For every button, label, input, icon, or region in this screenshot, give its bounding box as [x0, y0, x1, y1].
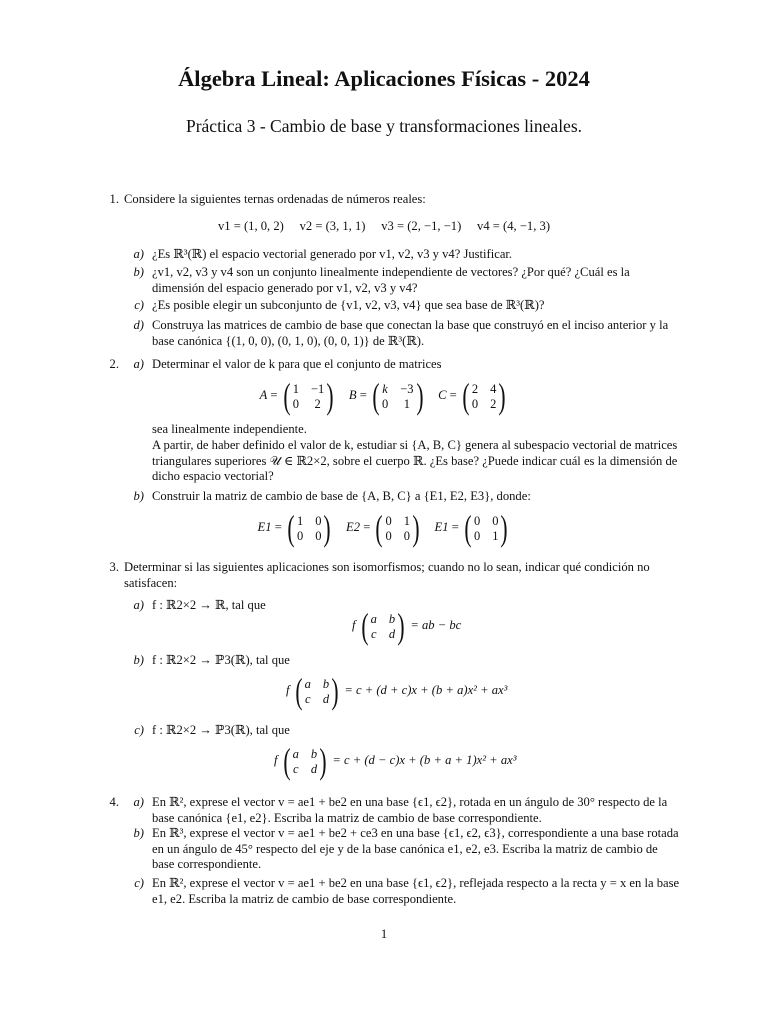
p3-a-rhs: = ab − bc — [410, 617, 462, 632]
document-subtitle: Práctica 3 - Cambio de base y transformaciones lineales. — [185, 116, 583, 136]
p1-item-a-label: a) — [133, 247, 144, 261]
p2-after-2: A partir, de haber definido el valor de k, estudiar si {A, B, C} genera al subespacio vectorial de matrices triangulares superiores 𝒰 ∈ ℝ2×2, sobre el cuerpo ℝ. ¿Es base? ¿Puede indicar cuál es la dimensión de dicho espacio vectorial? — [152, 438, 678, 483]
matrix-e2-cell: 0 — [385, 528, 392, 543]
matrices-e: E1 = ( 1 0 0 0 ) E2 = ( 0 1 0 0 ) E1 = ( 0 0 0 1 ) — [0, 510, 768, 546]
matrix-cell: c — [371, 626, 377, 641]
p4-item-c-text: En ℝ², exprese el vector v = ae1 + be2 en una base {ϵ1, ϵ2}, reflejada respecto a la recta y = x en la base e1, e2. Escriba la matriz de cambio de base correspondiente. — [152, 876, 680, 906]
matrix-c-cell: 0 — [471, 396, 479, 411]
matrix-cell: b — [310, 746, 318, 761]
matrix-e1-cell: 0 — [315, 513, 322, 528]
matrix-a-cell: −1 — [310, 381, 325, 396]
matrix-e3-cell: 0 — [473, 513, 481, 528]
p4-item-b-text: En ℝ³, exprese el vector v = ae1 + be2 + ce3 en una base {ϵ1, ϵ2, ϵ3}, correspondiente a una base rotada en un ángulo de 45° respecto del eje y de la base canónica e1, e2, e3. Escriba la matriz de cambio de base correspondiente. — [152, 826, 679, 871]
p1-item-a-text: ¿Es ℝ³(ℝ) el espacio vectorial generado por v1, v2, v3 y v4? Justificar. — [152, 247, 513, 261]
matrix-c-cell: 4 — [490, 381, 497, 396]
matrix-e1-cell: 0 — [296, 528, 304, 543]
p3-item-a-map: f : ℝ2×2 → ℝ, tal que — [152, 598, 266, 612]
problem-1-intro: Considere la siguientes ternas ordenadas de números reales: — [124, 192, 426, 206]
matrix-cell: c — [305, 691, 311, 706]
matrix-e1-name: E1 — [257, 519, 272, 534]
problem-1-number: 1. — [109, 192, 119, 206]
problem-1-vectors — [0, 219, 768, 234]
vector-v4: v4 = (4, −1, 3) — [477, 219, 551, 233]
matrix-b-cell: 0 — [381, 396, 389, 411]
p3-item-a-label: a) — [133, 598, 144, 612]
matrix-cell: b — [388, 611, 396, 626]
matrix-b-name: B — [348, 387, 357, 402]
matrix-e2-name: E2 — [346, 519, 361, 534]
p4-item-a-label: a) — [133, 795, 144, 809]
matrix-e3-name: E1 — [434, 519, 449, 534]
matrix-c-cell: 2 — [471, 381, 479, 396]
matrix-e1-cell: 1 — [296, 513, 304, 528]
matrix-cell: a — [370, 611, 377, 626]
matrix-cell: b — [322, 676, 330, 691]
p3-item-c-label: c) — [134, 723, 144, 737]
matrix-cell: c — [293, 761, 299, 776]
p3-item-b-map: f : ℝ2×2 → ℙ3(ℝ), tal que — [152, 653, 290, 667]
p1-item-d-text: Construya las matrices de cambio de base que conectan la base que construyó en el inciso anterior y la base canónica {(1, 0, 0), (0, 1, 0), (0, 0, 1)} de ℝ³(ℝ). — [152, 318, 669, 348]
matrix-e3: ( 0 0 0 1 ) — [464, 508, 509, 548]
p1-item-c-text: ¿Es posible elegir un subconjunto de {v1, v2, v3, v4} que sea base de ℝ³(ℝ)? — [152, 298, 545, 312]
problem-2-number: 2. — [109, 357, 119, 371]
matrix-b-cell: k — [382, 381, 388, 396]
page-number: 1 — [380, 927, 388, 941]
problem-3-number: 3. — [109, 560, 119, 574]
p3-b-rhs: = c + (d + c)x + (b + a)x² + ax³ — [344, 682, 508, 697]
matrix-cell: d — [388, 626, 396, 641]
matrices-abc: A = ( 1 −1 0 2 ) B = ( k −3 0 1 ) C = ( 2 4 0 2 ) — [0, 378, 768, 414]
p3-b-matrix: ( a b c d ) — [295, 671, 339, 711]
matrix-e2-cell: 0 — [403, 528, 410, 543]
vector-v1: v1 = (1, 0, 2) — [217, 219, 284, 233]
p3-a-equation: f ( a b c d ) = ab − bc — [352, 606, 462, 646]
matrix-b-cell: −3 — [400, 381, 414, 396]
p1-item-d-label: d) — [133, 318, 144, 332]
matrix-cell: a — [304, 676, 311, 691]
matrix-e1-cell: 0 — [315, 528, 322, 543]
problem-3-intro: Determinar si las siguientes aplicaciones son isomorfismos; cuando no lo sean, indicar qué condición no satisfacen: — [124, 560, 650, 590]
document-title: Álgebra Lineal: Aplicaciones Físicas - 2024 — [178, 66, 590, 91]
matrix-e3-cell: 1 — [492, 528, 499, 543]
p4-item-b-label: b) — [133, 826, 144, 840]
matrix-e3-cell: 0 — [492, 513, 499, 528]
p4-item-a-text: En ℝ², exprese el vector v = ae1 + be2 en una base {ϵ1, ϵ2}, rotada en un ángulo de 30° respecto de la base canónica {e1, e2}. Escriba la matriz de cambio de base correspondiente. — [152, 795, 668, 825]
p3-c-rhs: = c + (d − c)x + (b + a + 1)x² + ax³ — [332, 752, 517, 767]
matrix-e2-cell: 0 — [385, 513, 392, 528]
p3-item-b-label: b) — [133, 653, 144, 667]
matrix-b: ( k −3 0 1 ) — [372, 376, 424, 416]
matrix-cell: a — [292, 746, 299, 761]
p2-item-a-text: Determinar el valor de k para que el conjunto de matrices — [152, 357, 442, 371]
vector-v2: v2 = (3, 1, 1) — [299, 219, 366, 233]
matrix-c-name: C — [438, 387, 447, 402]
p3-item-c-map: f : ℝ2×2 → ℙ3(ℝ), tal que — [152, 723, 290, 737]
p3-a-matrix: ( a b c d ) — [361, 606, 405, 646]
matrix-a: ( 1 −1 0 2 ) — [283, 376, 334, 416]
matrix-a-name: A — [259, 387, 268, 402]
matrix-b-cell: 1 — [403, 396, 410, 411]
matrix-cell: d — [322, 691, 330, 706]
p2-item-a-label: a) — [133, 357, 144, 371]
p3-c-matrix: ( a b c d ) — [283, 741, 327, 781]
problem-4-number: 4. — [109, 795, 119, 809]
matrix-e2-cell: 1 — [403, 513, 410, 528]
vector-v3: v3 = (2, −1, −1) — [381, 219, 462, 233]
p2-after-1: sea linealmente independiente. — [152, 422, 307, 436]
matrix-a-cell: 0 — [292, 396, 299, 411]
p4-item-c-label: c) — [134, 876, 144, 890]
p3-c-equation: f ( a b c d ) = c + (d − c)x + (b + a + 1)x² + ax³ — [274, 741, 517, 781]
matrix-e3-cell: 0 — [473, 528, 481, 543]
matrix-c: ( 2 4 0 2 ) — [462, 376, 507, 416]
matrix-a-cell: 2 — [314, 396, 321, 411]
matrix-e1: ( 1 0 0 0 ) — [287, 508, 332, 548]
p1-item-b-text: ¿v1, v2, v3 y v4 son un conjunto linealmente independiente de vectores? ¿Por qué? ¿Cuál es la dimensión del espacio generado por v1, v2, v3 y v4? — [152, 265, 630, 295]
matrix-cell: d — [310, 761, 318, 776]
p1-item-b-label: b) — [133, 265, 144, 279]
p3-b-equation: f ( a b c d ) = c + (d + c)x + (b + a)x² + ax³ — [286, 671, 508, 711]
matrix-e2: ( 0 1 0 0 ) — [375, 508, 420, 548]
matrix-a-cell: 1 — [292, 381, 299, 396]
matrix-c-cell: 2 — [490, 396, 497, 411]
p1-item-c-label: c) — [134, 298, 144, 312]
p2-item-b-text: Construir la matriz de cambio de base de {A, B, C} a {E1, E2, E3}, donde: — [152, 489, 531, 503]
p2-item-b-label: b) — [133, 489, 144, 503]
